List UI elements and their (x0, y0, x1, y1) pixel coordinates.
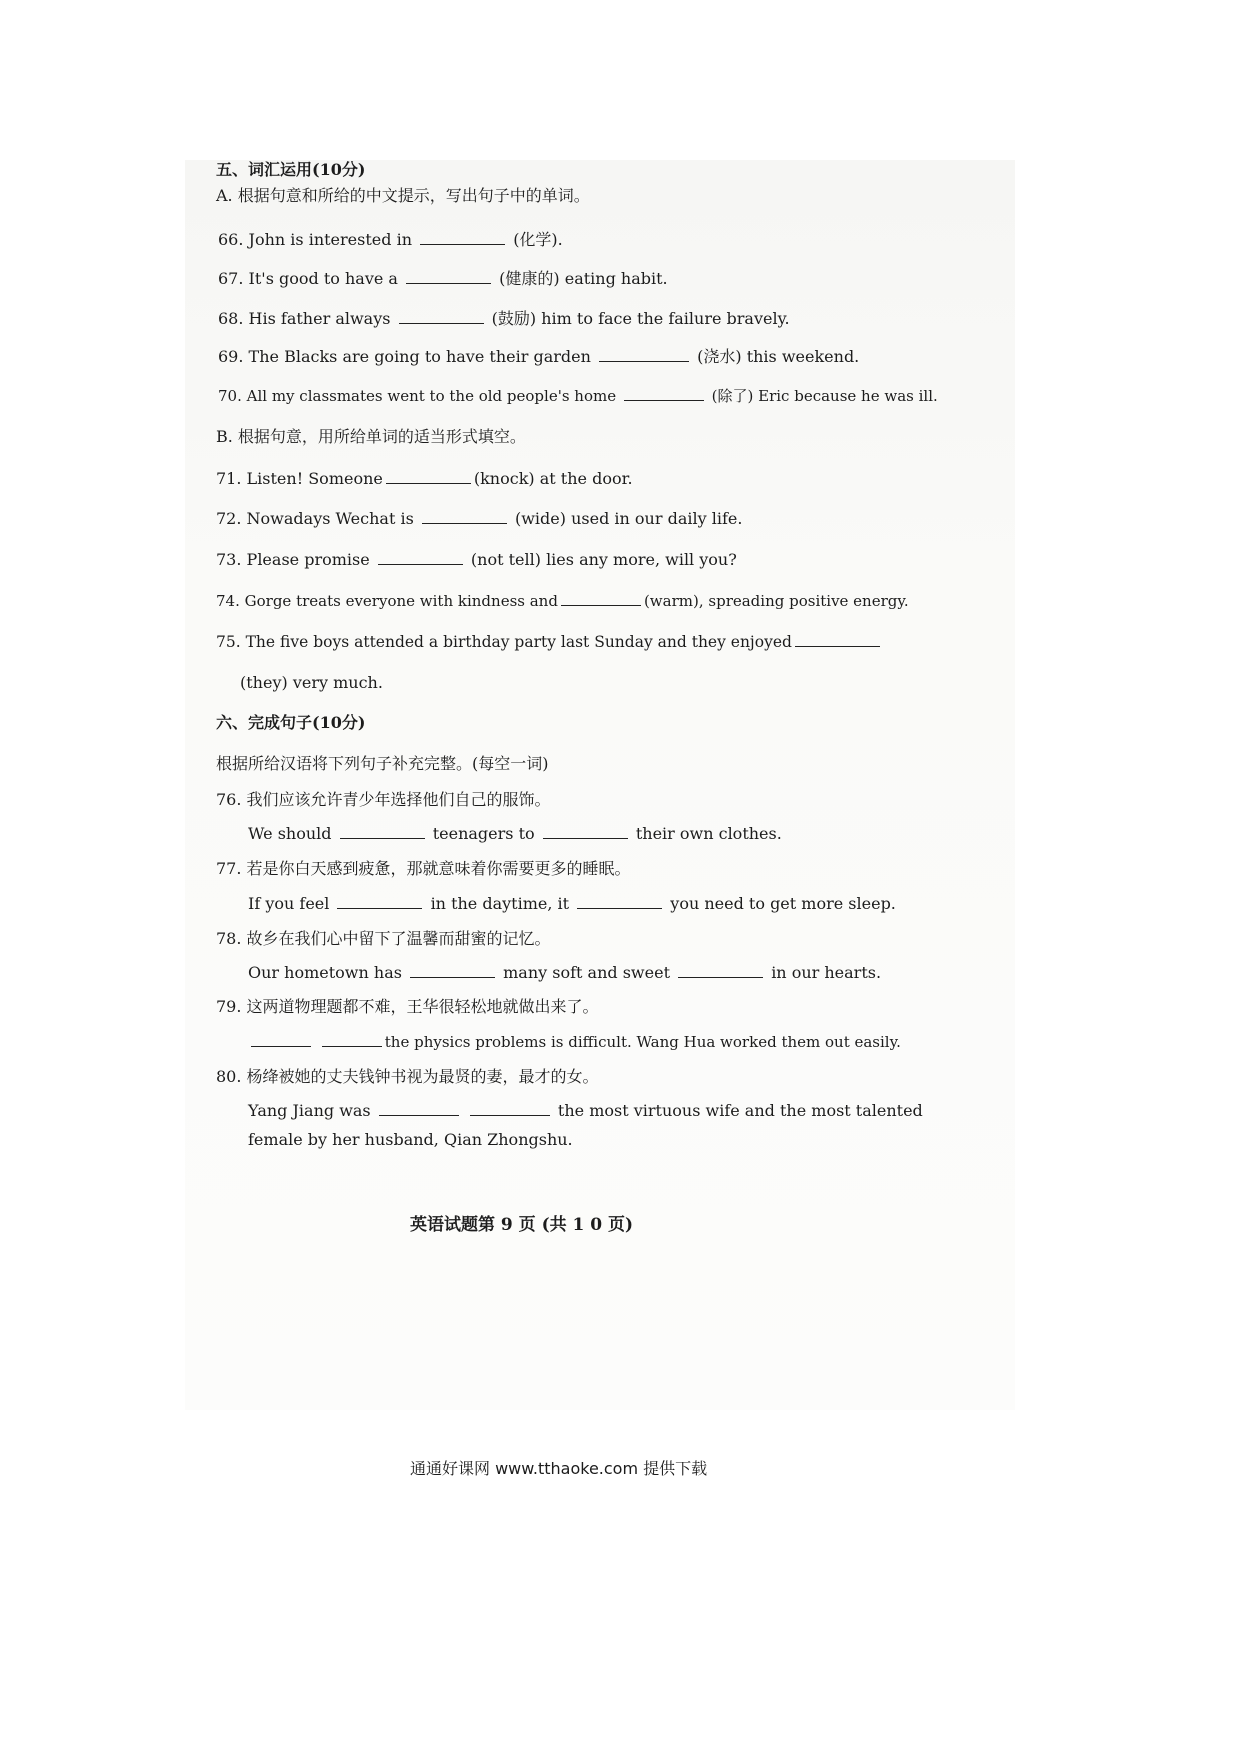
question-chinese: 这两道物理题都不难，王华很轻松地就做出来了。 (246, 997, 599, 1016)
answer-blank[interactable] (577, 893, 662, 909)
question-text: John is interested in (248, 230, 412, 249)
question-number: 72. (216, 509, 242, 528)
question-75 (216, 631, 883, 652)
question-chinese: 若是你白天感到疲惫，那就意味着你需要更多的睡眠。 (246, 859, 631, 878)
question-number: 74. (216, 592, 240, 610)
question-76-english (248, 823, 782, 844)
question-76-chinese (216, 790, 551, 810)
question-text-after: this weekend. (746, 347, 860, 366)
question-number: 79. (216, 997, 242, 1016)
question-number: 76. (216, 790, 242, 809)
question-69 (218, 346, 859, 367)
question-chinese: 杨绛被她的丈夫钱钟书视为最贤的妻，最才的女。 (246, 1067, 599, 1086)
section5-partA-instruction: A. 根据句意和所给的中文提示，写出句子中的单词。 (216, 186, 590, 205)
question-hint: (健康的) (499, 269, 560, 288)
question-chinese: 故乡在我们心中留下了温馨而甜蜜的记忆。 (246, 929, 551, 948)
question-text: All my classmates went to the old people's home (246, 387, 617, 405)
question-text: Nowadays Wechat is (246, 509, 414, 528)
section5-partB-instruction: B. 根据句意，用所给单词的适当形式填空。 (216, 427, 526, 446)
question-79-english (248, 1031, 901, 1052)
question-text-after: at the door. (539, 469, 633, 488)
question-80-english (248, 1100, 923, 1121)
answer-blank[interactable] (561, 590, 641, 606)
source-line: 通通好课网 www.tthaoke.com 提供下载 (410, 1459, 708, 1478)
question-hint: (warm), (643, 592, 704, 610)
answer-blank[interactable] (422, 508, 507, 524)
question-text: Gorge treats everyone with kindness and (244, 592, 558, 610)
answer-blank[interactable] (678, 962, 763, 978)
answer-blank[interactable] (337, 893, 422, 909)
question-67 (218, 268, 668, 289)
question-number: 78. (216, 929, 242, 948)
question-hint: (wide) (514, 509, 566, 528)
question-79-chinese (216, 997, 599, 1017)
question-text: The Blacks are going to have their garden (248, 347, 591, 366)
answer-blank[interactable] (406, 268, 491, 284)
question-78-english (248, 962, 881, 983)
question-hint: (not tell) (470, 550, 541, 569)
section5-title: 五、词汇运用(10分) (216, 160, 366, 179)
sentence-part: you need to get more sleep. (670, 894, 896, 913)
sentence-part: We should (248, 824, 332, 843)
question-text-after: used in our daily life. (571, 509, 743, 528)
question-chinese: 我们应该允许青少年选择他们自己的服饰。 (246, 790, 551, 809)
question-text-after: lies any more, will you? (546, 550, 737, 569)
answer-blank[interactable] (470, 1100, 550, 1116)
question-72 (216, 508, 742, 529)
question-hint: (鼓励) (491, 309, 537, 328)
question-text: Listen! Someone (246, 469, 383, 488)
sentence-part: the physics problems is difficult. Wang Hua worked them out easily. (384, 1033, 901, 1051)
sentence-part: their own clothes. (635, 824, 782, 843)
answer-blank[interactable] (410, 962, 495, 978)
question-77-chinese (216, 859, 631, 879)
question-hint: (浇水) (697, 347, 742, 366)
question-text: It's good to have a (248, 269, 398, 288)
question-text-after: spreading positive energy. (708, 592, 909, 610)
question-74 (216, 590, 909, 611)
question-text: His father always (248, 309, 391, 328)
question-text-after: him to face the failure bravely. (541, 309, 790, 328)
answer-blank[interactable] (795, 631, 880, 647)
answer-blank[interactable] (340, 823, 425, 839)
question-hint: (除了) (711, 387, 754, 405)
answer-blank[interactable] (599, 346, 689, 362)
sentence-part: teenagers to (432, 824, 535, 843)
question-number: 77. (216, 859, 242, 878)
sentence-part: in our hearts. (771, 963, 882, 982)
sentence-part: many soft and sweet (503, 963, 670, 982)
question-75-continued: (they) very much. (240, 673, 383, 692)
question-73 (216, 549, 737, 570)
question-78-chinese (216, 929, 551, 949)
question-number: 80. (216, 1067, 242, 1086)
answer-blank[interactable] (399, 308, 484, 324)
answer-blank[interactable] (322, 1031, 382, 1047)
page-footer: 英语试题第 9 页 (共 1 0 页) (410, 1215, 634, 1235)
answer-blank[interactable] (624, 385, 704, 401)
question-80-chinese (216, 1067, 599, 1087)
question-68 (218, 308, 790, 329)
question-71 (216, 468, 633, 489)
answer-blank[interactable] (420, 229, 505, 245)
question-77-english (248, 893, 896, 914)
question-hint: (化学). (513, 230, 563, 249)
sentence-part: the most virtuous wife and the most talented (557, 1101, 923, 1120)
sentence-part: If you feel (248, 894, 330, 913)
sentence-part: Yang Jiang was (248, 1101, 371, 1120)
question-number: 71. (216, 469, 242, 488)
question-70 (218, 385, 938, 406)
question-66 (218, 229, 563, 250)
sentence-part: Our hometown has (248, 963, 402, 982)
answer-blank[interactable] (251, 1031, 311, 1047)
question-hint: (knock) (473, 469, 535, 488)
question-number: 75. (216, 633, 241, 651)
answer-blank[interactable] (543, 823, 628, 839)
question-text-after: Eric because he was ill. (758, 387, 938, 405)
answer-blank[interactable] (379, 1100, 459, 1116)
sentence-part: in the daytime, it (430, 894, 570, 913)
answer-blank[interactable] (378, 549, 463, 565)
question-number: 68. (218, 309, 244, 328)
section6-instruction: 根据所给汉语将下列句子补充完整。(每空一词) (216, 754, 549, 773)
question-text: The five boys attended a birthday party last Sunday and they enjoyed (245, 633, 792, 651)
question-number: 66. (218, 230, 244, 249)
answer-blank[interactable] (386, 468, 471, 484)
question-number: 70. (218, 387, 242, 405)
question-text-after: eating habit. (564, 269, 668, 288)
section6-title: 六、完成句子(10分) (216, 713, 366, 732)
question-number: 73. (216, 550, 242, 569)
question-number: 69. (218, 347, 244, 366)
question-number: 67. (218, 269, 244, 288)
question-text: Please promise (246, 550, 370, 569)
question-80-continued: female by her husband, Qian Zhongshu. (248, 1130, 573, 1149)
